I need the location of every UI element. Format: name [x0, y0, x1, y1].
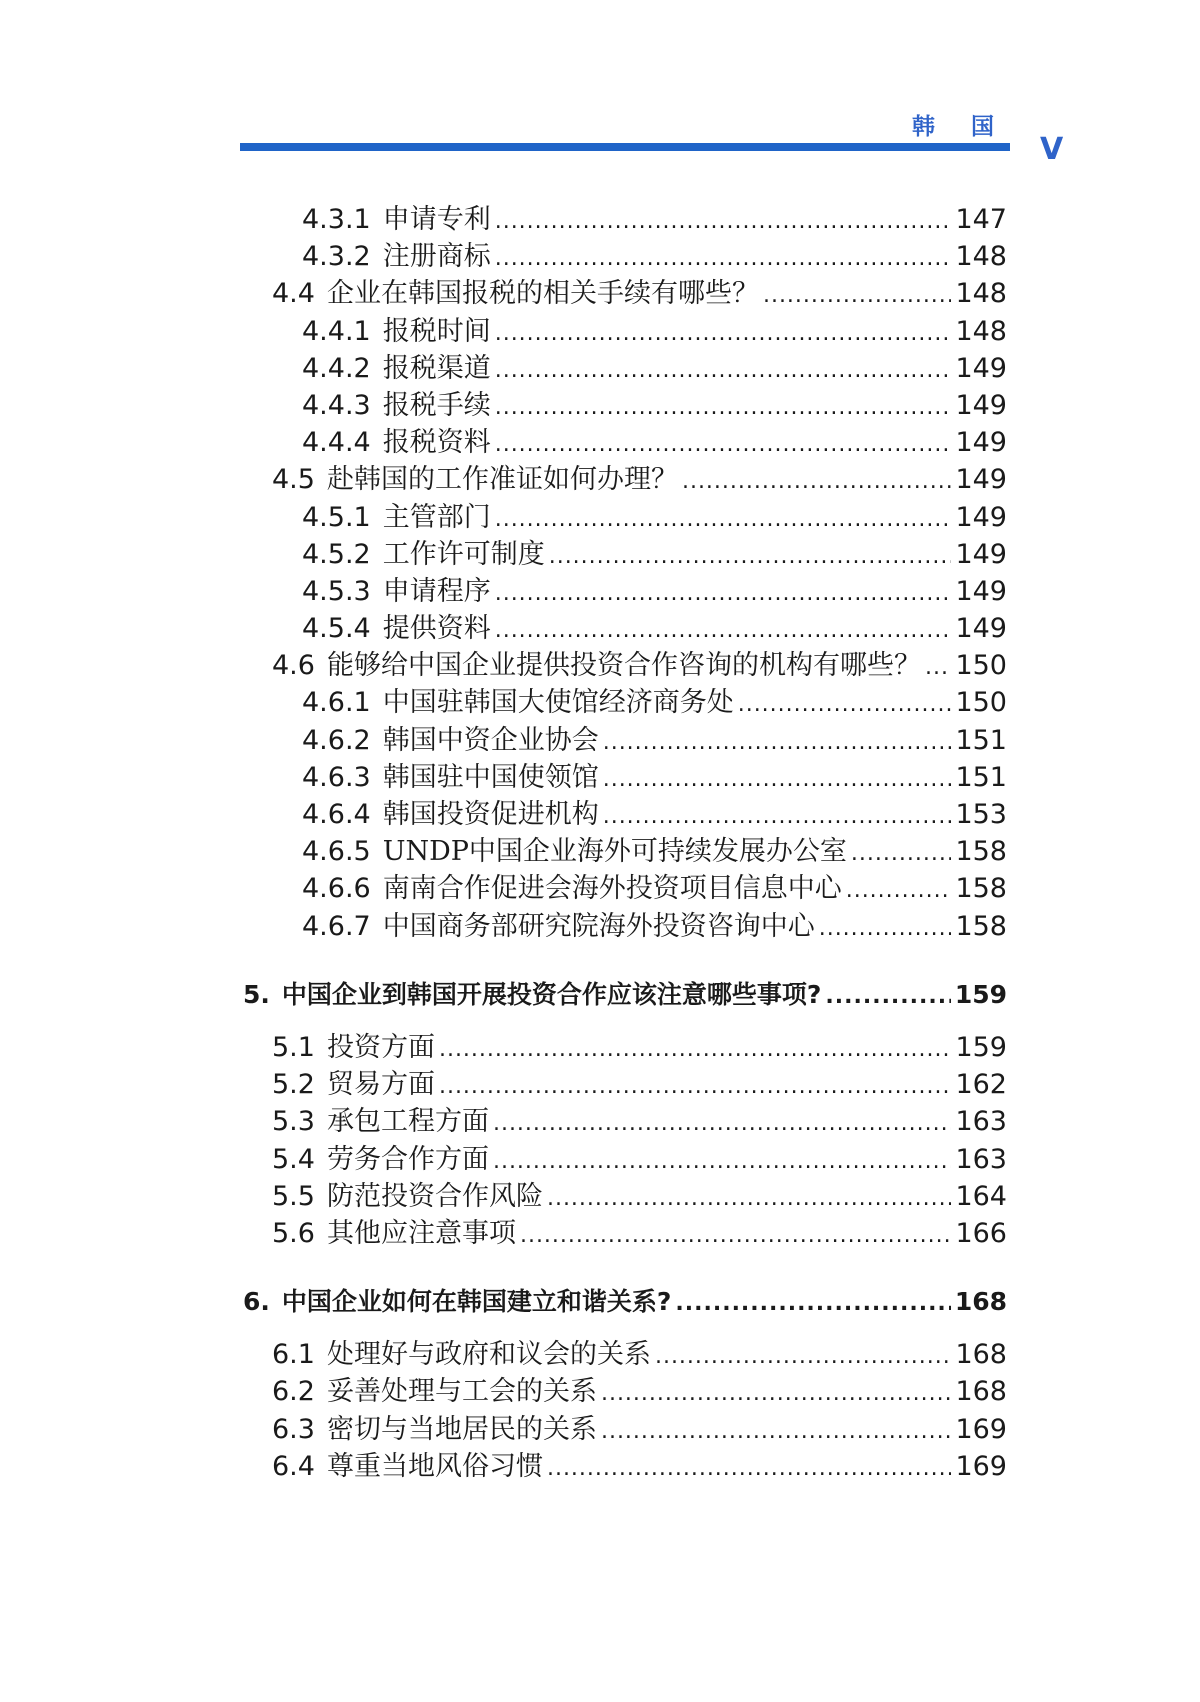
toc-entry-title: 韩国中资企业协会 — [382, 724, 599, 756]
toc-entry-page: 148 — [955, 241, 1007, 273]
toc-entry[interactable] — [0, 275, 1200, 312]
toc-entry-page: 150 — [955, 650, 1007, 682]
toc-entry-page: 158 — [955, 910, 1007, 942]
toc-entry-number: 4.6.4 — [302, 799, 371, 830]
dot-leader — [547, 1180, 952, 1217]
toc-entry-title: 注册商标 — [382, 241, 491, 273]
toc-entry-title: 防范投资合作风险 — [326, 1180, 543, 1212]
dot-leader — [601, 1375, 952, 1412]
toc-entry-title: 劳务合作方面 — [326, 1143, 489, 1175]
dot-leader — [819, 910, 952, 947]
toc-entry-page: 148 — [955, 315, 1007, 347]
toc-entry-title: 提供资料 — [382, 613, 491, 645]
toc-chapter-title: 中国企业到韩国开展投资合作应该注意哪些事项? — [281, 979, 822, 1009]
toc-entry-title: 能够给中国企业提供投资合作咨询的机构有哪些？ — [326, 650, 921, 682]
dot-leader — [520, 1217, 952, 1254]
toc-entry-number: 4.6.2 — [302, 724, 371, 756]
running-header-title: 韩 国 — [911, 114, 1008, 140]
toc-entry-title: 中国驻韩国大使馆经济商务处 — [382, 687, 734, 719]
toc-entry-title: 企业在韩国报税的相关手续有哪些？ — [326, 278, 759, 310]
toc-entry-number: 5.5 — [272, 1180, 315, 1212]
toc-entry-number: 5.4 — [272, 1143, 315, 1175]
toc-entry-page: 162 — [955, 1069, 1007, 1101]
toc-entry-number: 4.5.2 — [302, 538, 371, 570]
dot-leader — [493, 1105, 952, 1142]
toc-chapter-title: 中国企业如何在韩国建立和谐关系? — [281, 1287, 672, 1317]
toc-entry[interactable] — [0, 1373, 1200, 1410]
header-rule — [240, 143, 1010, 151]
toc-entry-number: 5.3 — [272, 1106, 315, 1138]
toc-entry-page: 149 — [955, 613, 1007, 645]
dot-leader — [495, 352, 952, 389]
toc-chapter-page: 168 — [954, 1287, 1007, 1317]
toc-entry[interactable] — [0, 1103, 1200, 1140]
toc-entry[interactable] — [0, 238, 1200, 275]
toc-entry-number: 4.3.1 — [302, 204, 371, 235]
toc-entry-number: 4.6 — [272, 650, 315, 682]
dot-leader — [547, 1450, 952, 1487]
toc-entry-number: 5.1 — [272, 1031, 315, 1063]
toc-entry-page: 158 — [955, 836, 1007, 868]
toc-entry-page: 159 — [955, 1031, 1007, 1063]
toc-entry-number: 4.4.4 — [302, 427, 371, 459]
toc-entry-number: 4.6.3 — [302, 761, 371, 793]
toc-entry-title: 主管部门 — [382, 501, 491, 533]
dot-leader — [738, 686, 952, 723]
dot-leader — [495, 426, 952, 463]
toc-entry-number: 5.2 — [272, 1069, 315, 1101]
toc-entry-number: 4.4.1 — [302, 315, 371, 347]
toc-entry[interactable] — [0, 1448, 1200, 1485]
dot-leader — [603, 761, 952, 798]
toc-entry-title: 报税时间 — [382, 315, 491, 347]
dot-leader — [925, 649, 952, 686]
toc-entry-number: 4.5.4 — [302, 613, 371, 645]
toc-entry-number: 4.5.1 — [302, 501, 371, 533]
toc-entry-number: 5.6 — [272, 1217, 315, 1249]
toc-entry[interactable] — [0, 1336, 1200, 1373]
dot-leader — [495, 575, 952, 612]
toc-entry-number: 4.3.2 — [302, 241, 371, 273]
toc-entry-page: 169 — [955, 1450, 1007, 1482]
toc-entry[interactable] — [0, 908, 1200, 945]
toc-entry-page: 149 — [955, 501, 1007, 533]
dot-leader — [603, 724, 952, 761]
toc-entry[interactable] — [0, 313, 1200, 350]
toc-entry[interactable] — [0, 1411, 1200, 1448]
toc-entry[interactable] — [0, 573, 1200, 610]
toc-entry-page: 150 — [955, 687, 1007, 719]
toc-entry[interactable] — [0, 499, 1200, 536]
dot-leader — [549, 538, 952, 575]
toc-entry-title: 处理好与政府和议会的关系 — [326, 1339, 651, 1371]
toc-entry-number: 4.4.2 — [302, 352, 371, 384]
toc-entry-title: 投资方面 — [326, 1031, 435, 1063]
toc-entry-title: 韩国驻中国使领馆 — [382, 761, 599, 793]
toc-entry-title: 申请程序 — [382, 575, 491, 607]
toc-entry-page: 151 — [955, 724, 1007, 756]
toc-entry-page: 164 — [955, 1180, 1007, 1212]
dot-leader — [603, 798, 952, 835]
toc-entry-number: 4.6.7 — [302, 910, 371, 942]
toc-entry-page: 149 — [955, 575, 1007, 607]
toc-entry[interactable] — [0, 722, 1200, 759]
toc-entry-title: 贸易方面 — [326, 1069, 435, 1101]
toc-entry-page: 163 — [955, 1143, 1007, 1175]
dot-leader — [493, 1143, 952, 1180]
toc-entry-number: 6.4 — [272, 1450, 315, 1482]
toc-entry[interactable] — [0, 201, 1200, 238]
toc-entry-title: 承包工程方面 — [326, 1106, 489, 1138]
toc-entry[interactable] — [0, 1029, 1200, 1066]
toc-entry-page: 166 — [955, 1217, 1007, 1249]
dot-leader — [655, 1338, 952, 1375]
toc-entry-page: 169 — [955, 1413, 1007, 1445]
toc-entry-page: 168 — [955, 1376, 1007, 1408]
toc-chapter-6[interactable] — [0, 1283, 1200, 1320]
toc-entry-title: 韩国投资促进机构 — [382, 799, 599, 830]
toc-entry-page: 149 — [955, 427, 1007, 459]
toc-entry[interactable] — [0, 870, 1200, 907]
toc-entry-title: 申请专利 — [382, 204, 491, 235]
dot-leader — [495, 389, 952, 426]
toc-entry-page: 149 — [955, 464, 1007, 496]
dot-leader — [846, 872, 952, 909]
toc-entry[interactable] — [0, 1141, 1200, 1178]
toc-entry-page: 153 — [955, 799, 1007, 830]
toc-entry-title: 报税渠道 — [382, 352, 491, 384]
toc-entry-number: 4.5 — [272, 464, 315, 496]
dot-leader — [439, 1031, 952, 1068]
toc-entry-title: 南南合作促进会海外投资项目信息中心 — [382, 873, 842, 905]
toc-chapter-page: 159 — [954, 979, 1007, 1009]
dot-leader — [601, 1413, 952, 1450]
toc-entry[interactable] — [0, 647, 1200, 684]
toc-entry-page: 168 — [955, 1339, 1007, 1371]
dot-leader — [682, 463, 952, 500]
toc-entry-title: UNDP中国企业海外可持续发展办公室 — [382, 836, 847, 868]
toc-entry-number: 4.6.6 — [302, 873, 371, 905]
toc-entry[interactable] — [0, 424, 1200, 461]
toc-entry[interactable] — [0, 1215, 1200, 1252]
dot-leader — [495, 501, 952, 538]
toc-entry-page: 149 — [955, 352, 1007, 384]
toc-entry-page: 158 — [955, 873, 1007, 905]
toc-entry-number: 6.2 — [272, 1376, 315, 1408]
toc-entry-page: 149 — [955, 389, 1007, 421]
toc-entry-title: 工作许可制度 — [382, 538, 545, 570]
toc-entry-number: 4.4 — [272, 278, 315, 310]
toc-entry[interactable] — [0, 796, 1200, 833]
toc-chapter-number: 5. — [243, 979, 270, 1009]
table-of-contents — [0, 201, 1200, 1485]
toc-chapter-number: 6. — [243, 1287, 270, 1317]
toc-entry-number: 4.5.3 — [302, 575, 371, 607]
toc-entry-number: 6.1 — [272, 1339, 315, 1371]
toc-entry-page: 149 — [955, 538, 1007, 570]
toc-entry[interactable] — [0, 684, 1200, 721]
toc-entry[interactable] — [0, 350, 1200, 387]
toc-chapter-5[interactable] — [0, 976, 1200, 1013]
toc-entry[interactable] — [0, 461, 1200, 498]
dot-leader — [495, 612, 952, 649]
dot-leader — [675, 1285, 950, 1322]
dot-leader — [495, 203, 952, 240]
dot-leader — [495, 240, 952, 277]
toc-entry-number: 4.6.5 — [302, 836, 371, 868]
toc-entry-title: 妥善处理与工会的关系 — [326, 1376, 597, 1408]
toc-entry-title: 赴韩国的工作准证如何办理？ — [326, 464, 678, 496]
toc-entry-number: 4.6.1 — [302, 687, 371, 719]
dot-leader — [439, 1068, 952, 1105]
toc-entry-number: 6.3 — [272, 1413, 315, 1445]
toc-entry-title: 报税手续 — [382, 389, 491, 421]
toc-entry[interactable] — [0, 387, 1200, 424]
toc-entry-page: 148 — [955, 278, 1007, 310]
toc-entry[interactable] — [0, 536, 1200, 573]
dot-leader — [851, 835, 952, 872]
toc-entry-title: 尊重当地风俗习惯 — [326, 1450, 543, 1482]
toc-entry-number: 4.4.3 — [302, 389, 371, 421]
page-number: V — [1040, 132, 1064, 167]
toc-entry[interactable] — [0, 1066, 1200, 1103]
toc-entry-title: 密切与当地居民的关系 — [326, 1413, 597, 1445]
toc-entry[interactable] — [0, 759, 1200, 796]
dot-leader — [825, 978, 950, 1015]
toc-entry-page: 151 — [955, 761, 1007, 793]
dot-leader — [763, 277, 952, 314]
toc-entry[interactable] — [0, 610, 1200, 647]
toc-entry-page: 147 — [955, 204, 1007, 235]
toc-entry[interactable] — [0, 1178, 1200, 1215]
toc-entry-title: 报税资料 — [382, 427, 491, 459]
toc-entry[interactable] — [0, 833, 1200, 870]
dot-leader — [495, 315, 952, 352]
toc-entry-title: 其他应注意事项 — [326, 1217, 516, 1249]
toc-entry-page: 163 — [955, 1106, 1007, 1138]
toc-entry-title: 中国商务部研究院海外投资咨询中心 — [382, 910, 815, 942]
